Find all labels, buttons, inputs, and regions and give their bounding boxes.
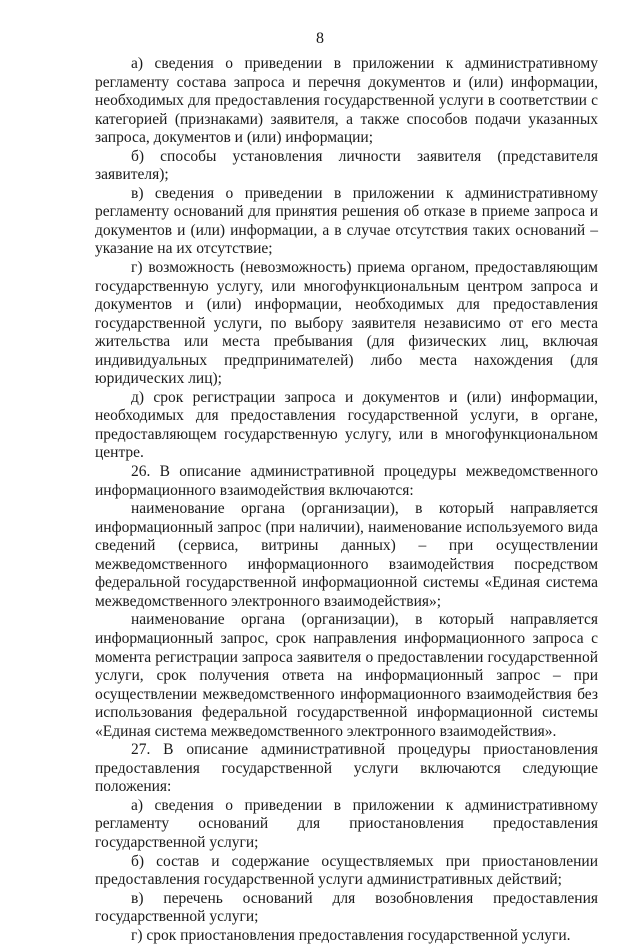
paragraph-25b: б) способы установления личности заявителя (представителя заявителя); — [95, 147, 598, 184]
paragraph-26-item-2: наименование органа (организации), в который направляется информационный запрос, срок направления информационного запроса с момента регистрации запроса заявителя о предоставлении государственной услуги, срок получения ответа на информационный запрос – при осуществлении межведомственного информационного взаимодействия без использования федеральной государственной информационной системы «Единая система межведомственного электронного взаимодействия». — [95, 611, 598, 740]
paragraph-27c: в) перечень оснований для возобновления предоставления государственной услуги; — [95, 889, 598, 926]
paragraph-27d: г) срок приостановления предоставления государственной услуги. — [131, 926, 571, 944]
paragraph-25c: в) сведения о приведении в приложении к административному регламенту оснований для принятия решения об отказе в приеме запроса и документов и (или) информации, а в случае отсутствия таких оснований – указание на их отсутствие; — [95, 184, 598, 258]
paragraph-27b: б) состав и содержание осуществляемых при приостановлении предоставления государственной услуги административных действий; — [95, 852, 598, 889]
paragraph-26: 26. В описание административной процедуры межведомственного информационного взаимодействия включаются: — [95, 463, 598, 499]
paragraph-26-item-1: наименование органа (организации), в который направляется информационный запрос (при наличии), наименование используемого вида сведений (сервиса, витрины данных) – при осуществлении межведомственного информационного взаимодействия посредством федеральной государственной информационной системы «Единая система межведомственного электронного взаимодействия»; — [95, 500, 598, 610]
paragraph-25e: д) срок регистрации запроса и документов и (или) информации, необходимых для предоставления государственной услуги, в органе, предоставляющем государственную услугу, или в многофункциональном центре. — [95, 388, 598, 462]
document-body — [95, 55, 598, 945]
page-number: 8 — [316, 30, 324, 47]
paragraph-25a: а) сведения о приведении в приложении к административному регламенту состава запроса и перечня документов и (или) информации, необходимых для предоставления государственной услуги в соответствии с категорией (признаками) заявителя, а также способов подачи указанных запроса, документов и (или) информации; — [95, 55, 598, 147]
paragraph-27a: а) сведения о приведении в приложении к административному регламенту оснований для приостановления предоставления государственной услуги; — [95, 796, 598, 851]
paragraph-25d: г) возможность (невозможность) приема органом, предоставляющим государственную услугу, или многофункциональным центром запроса и документов и (или) информации, необходимых для предоставления государственной услуги, по выбору заявителя независимо от его места жительства или места пребывания (для физических лиц, включая индивидуальных предпринимателей) либо места нахождения (для юридических лиц); — [95, 259, 598, 388]
paragraph-27: 27. В описание административной процедуры приостановления предоставления государственной услуги включаются следующие положения: — [95, 741, 598, 796]
